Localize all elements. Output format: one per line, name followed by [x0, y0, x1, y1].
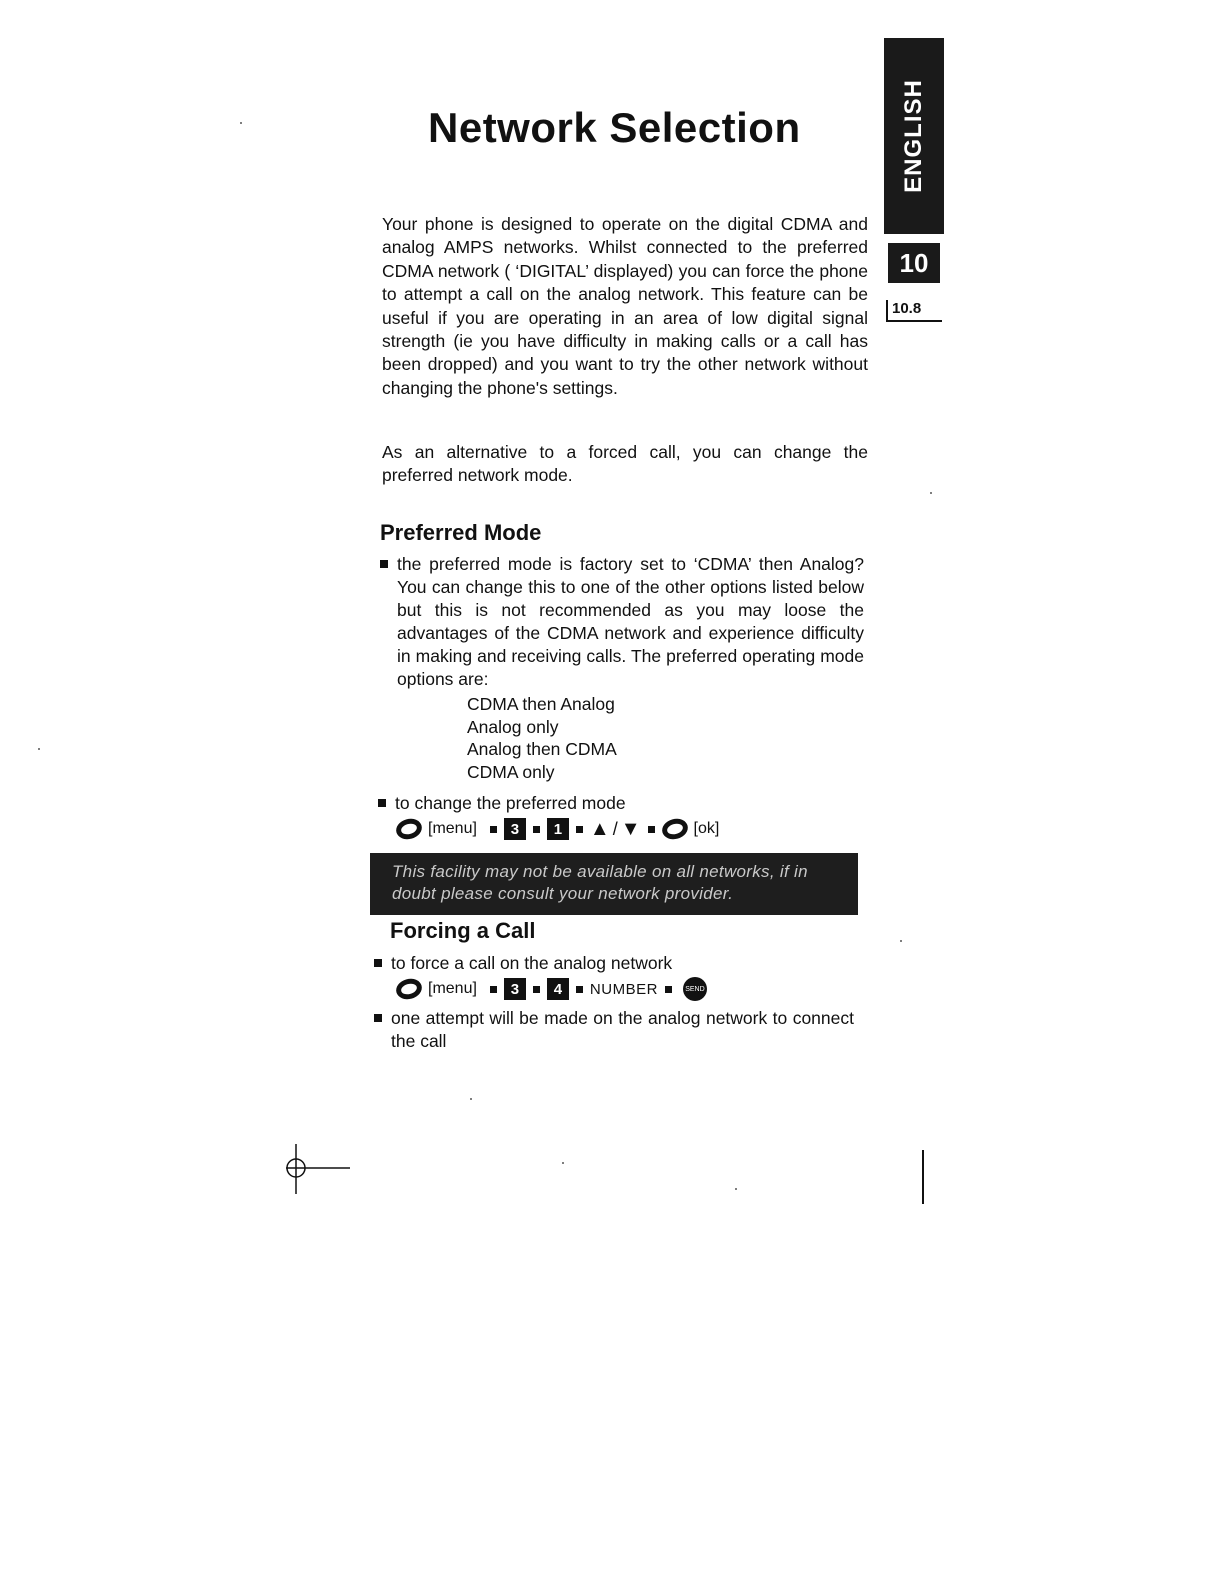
- square-bullet-icon: [576, 826, 583, 833]
- send-key-icon: SEND: [683, 977, 707, 1001]
- menu-label: [menu]: [428, 820, 477, 837]
- scan-speck: [562, 1162, 564, 1164]
- mode-option: CDMA only: [467, 761, 555, 782]
- key-3-icon: 3: [504, 818, 526, 840]
- square-bullet-icon: [576, 986, 583, 993]
- ok-label: [ok]: [693, 820, 720, 837]
- change-mode-bullet-text: to change the preferred mode: [395, 793, 626, 813]
- preferred-mode-bullet: [380, 553, 864, 691]
- attempt-bullet: [374, 1007, 854, 1053]
- scan-speck: [900, 940, 902, 942]
- force-call-key-sequence: [396, 977, 707, 1001]
- registration-mark-icon: [284, 1142, 354, 1198]
- page-title: Network Selection: [428, 104, 801, 151]
- slash-separator: /: [612, 818, 618, 839]
- attempt-bullet-text: one attempt will be made on the analog network to connect the call: [391, 1008, 854, 1051]
- key-3-icon: 3: [504, 978, 526, 1000]
- preferred-mode-bullet-text: the preferred mode is factory set to ‘CDMA’ then Analog? You can change this to one of the other options listed below but this is not recommended as you may loose the advantages of the CDMA network and experience difficulty in making and receiving calls. The preferred operating mode options are:: [397, 554, 864, 689]
- square-bullet-icon: [380, 560, 388, 568]
- softkey-icon: [394, 976, 424, 1002]
- square-bullet-icon: [490, 826, 497, 833]
- square-bullet-icon: [533, 986, 540, 993]
- square-bullet-icon: [490, 986, 497, 993]
- crop-mark: [922, 1150, 924, 1204]
- intro-paragraph-2: As an alternative to a forced call, you can change the preferred network mode.: [382, 442, 868, 486]
- softkey-icon: [394, 816, 424, 842]
- scan-speck: [930, 492, 932, 494]
- square-bullet-icon: [374, 959, 382, 967]
- square-bullet-icon: [378, 799, 386, 807]
- preferred-mode-heading: Preferred Mode: [380, 520, 542, 545]
- network-availability-note: This facility may not be available on all networks, if in doubt please consult your network provider.: [370, 853, 858, 915]
- change-mode-key-sequence: [396, 818, 725, 840]
- mode-option: Analog then CDMA: [467, 739, 617, 760]
- scan-speck: [240, 122, 242, 124]
- mode-options-list: [467, 693, 617, 783]
- language-tab: [884, 38, 944, 234]
- square-bullet-icon: [374, 1014, 382, 1022]
- force-call-bullet-text: to force a call on the analog network: [391, 953, 673, 973]
- key-4-icon: 4: [547, 978, 569, 1000]
- up-arrow-icon: ▲: [589, 818, 610, 840]
- square-bullet-icon: [665, 986, 672, 993]
- key-1-icon: 1: [547, 818, 569, 840]
- forcing-call-heading: Forcing a Call: [390, 918, 536, 943]
- softkey-icon: [659, 816, 689, 842]
- change-mode-bullet: [378, 792, 678, 815]
- force-call-bullet: [374, 952, 714, 975]
- page-number: 10.8: [886, 300, 942, 322]
- intro-paragraph-1: Your phone is designed to operate on the digital CDMA and analog AMPS networks. Whilst connected to the preferred CDMA network ( ‘DIGITAL’ displayed) you can force the phone to attempt a call on the analog network. This feature can be useful if you are operating in an area of low digital signal strength (ie you have difficulty in making calls or a call has been dropped) and you want to try the other network without changing the phone's settings.: [382, 214, 868, 398]
- scan-speck: [735, 1188, 737, 1190]
- square-bullet-icon: [648, 826, 655, 833]
- number-label: NUMBER: [589, 980, 658, 998]
- square-bullet-icon: [533, 826, 540, 833]
- scan-speck: [470, 1098, 472, 1100]
- mode-option: Analog only: [467, 716, 559, 737]
- mode-option: CDMA then Analog: [467, 694, 615, 714]
- language-tab-label: ENGLISH: [900, 79, 927, 193]
- menu-label: [menu]: [428, 980, 477, 997]
- chapter-number: 10: [888, 243, 940, 283]
- down-arrow-icon: ▼: [620, 818, 641, 840]
- scan-speck: [38, 748, 40, 750]
